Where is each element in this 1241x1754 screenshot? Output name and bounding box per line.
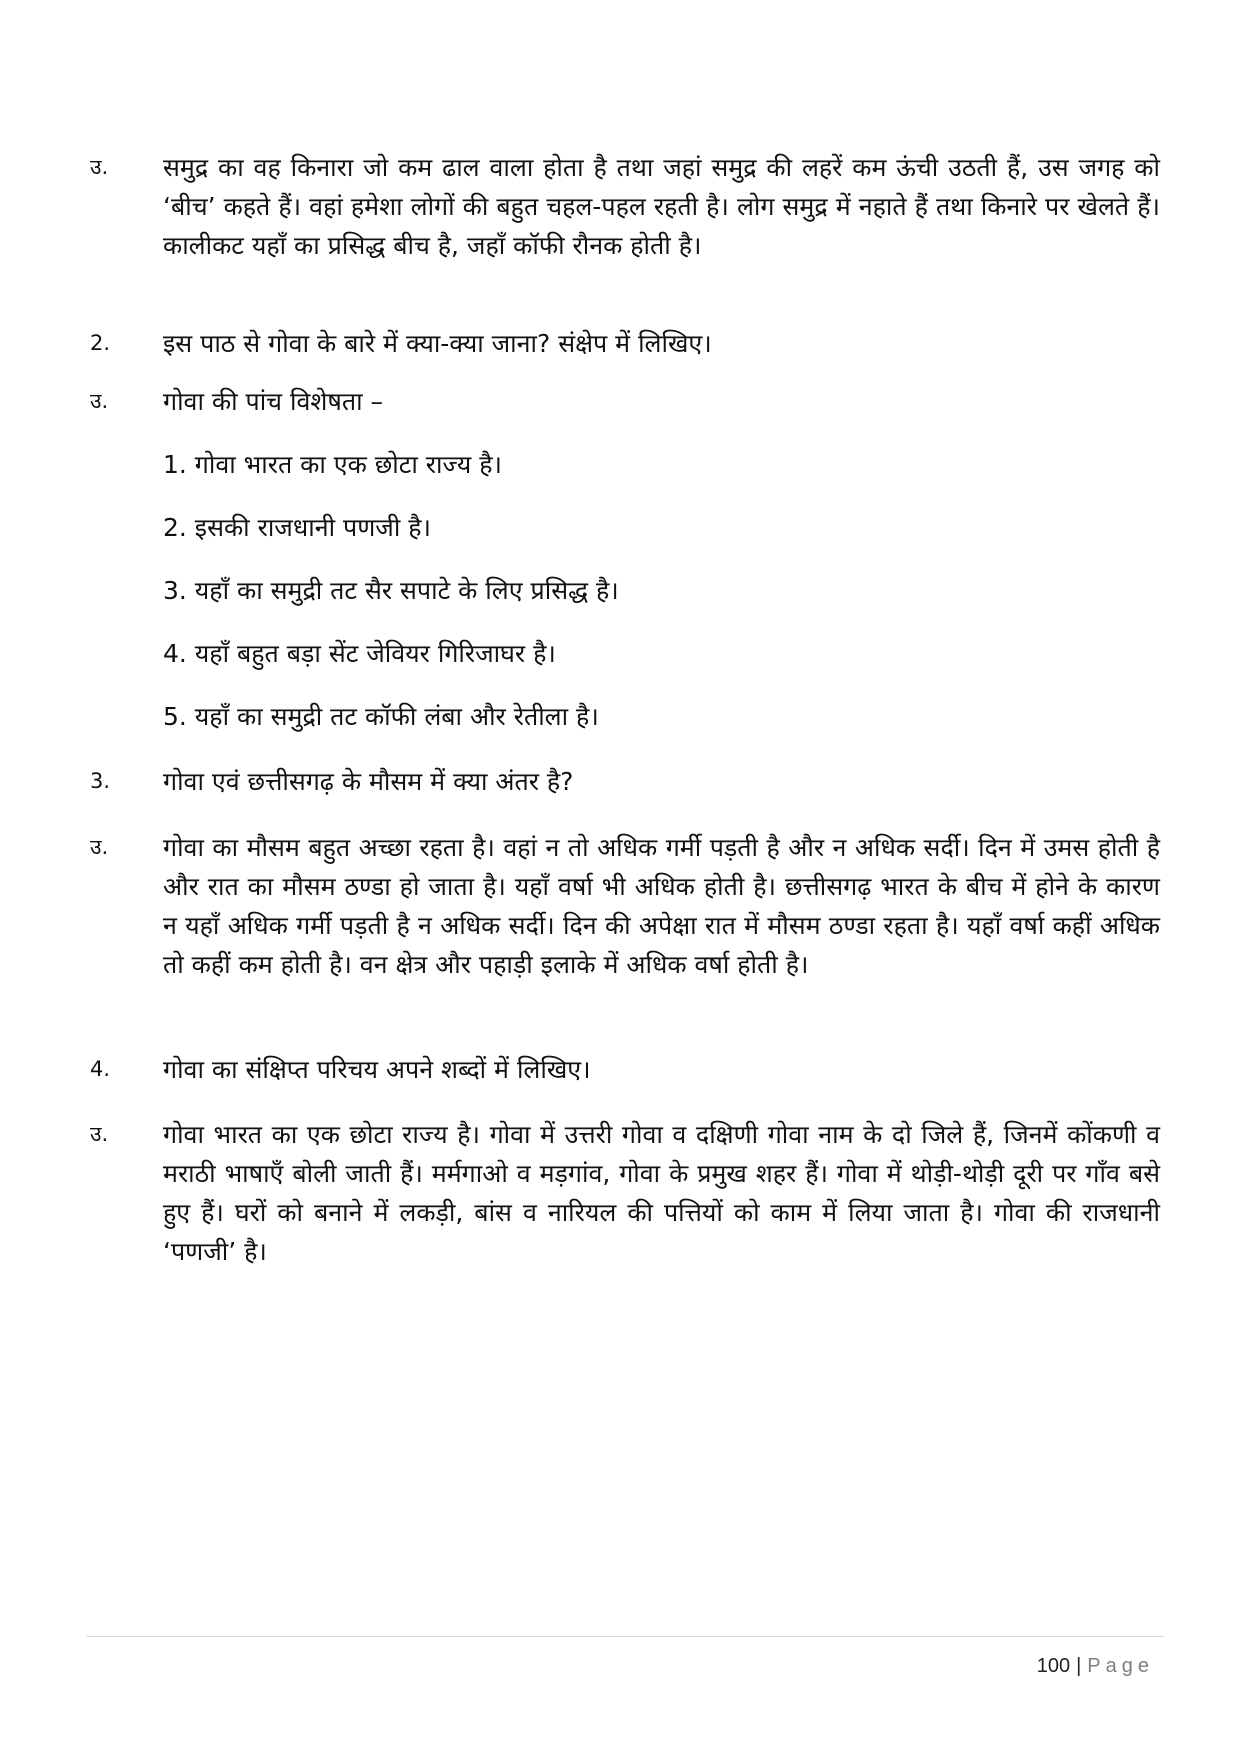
answer-marker: उ. — [90, 389, 109, 413]
answer-marker: उ. — [90, 835, 109, 859]
page-number: 100 — [1036, 1655, 1071, 1677]
answer-beach — [90, 148, 1160, 265]
question-number: 3. — [90, 769, 111, 793]
question-text: गोवा एवं छत्तीसगढ़ के मौसम में क्या अंतर है? — [163, 767, 574, 796]
question-4 — [90, 1050, 1160, 1089]
answer-marker: उ. — [90, 1122, 109, 1146]
page-footer — [1037, 1652, 1154, 1680]
feature-item-3: 3. यहाँ का समुद्री तट सैर सपाटे के लिए प्रसिद्ध है। — [163, 576, 619, 605]
question-number: 4. — [90, 1057, 111, 1081]
answer-text: गोवा भारत का एक छोटा राज्य है। गोवा में उत्तरी गोवा व दक्षिणी गोवा नाम के दो जिले हैं, जिनमें कोंकणी व मराठी भाषाएँ बोली जाती हैं। मर्मगाओ व मड़गांव, गोवा के प्रमुख शहर हैं। गोवा में थोड़ी-थोड़ी दूरी पर गाँव बसे हुए हैं। घरों को बनाने में लकड़ी, बांस व नारियल की पत्तियों को काम में लिया जाता है। गोवा की राजधानी ‘पणजी’ है। — [163, 1120, 1160, 1266]
answer-text: समुद्र का वह किनारा जो कम ढाल वाला होता है तथा जहां समुद्र की लहरें कम ऊंची उठती हैं, उस जगह को ‘बीच’ कहते हैं। वहां हमेशा लोगों की बहुत चहल-पहल रहती है। लोग समुद्र में नहाते हैं तथा किनारे पर खेलते हैं। कालीकट यहाँ का प्रसिद्ध बीच है, जहाँ कॉफी रौनक होती है। — [163, 153, 1160, 260]
footer-separator: | — [1076, 1655, 1082, 1677]
question-text: इस पाठ से गोवा के बारे में क्या-क्या जाना? संक्षेप में लिखिए। — [163, 329, 712, 358]
question-text: गोवा का संक्षिप्त परिचय अपने शब्दों में लिखिए। — [163, 1055, 591, 1084]
answer-4 — [90, 1115, 1160, 1271]
footer-divider — [86, 1636, 1164, 1637]
answer-text: गोवा की पांच विशेषता – — [163, 387, 383, 416]
answer-marker: उ. — [90, 155, 109, 179]
feature-item-4: 4. यहाँ बहुत बड़ा सेंट जेवियर गिरिजाघर है। — [163, 639, 556, 668]
question-2 — [90, 324, 1160, 363]
answer-3 — [90, 828, 1160, 984]
question-number: 2. — [90, 331, 111, 355]
answer-2-heading — [90, 382, 1160, 421]
feature-item-2: 2. इसकी राजधानी पणजी है। — [163, 513, 431, 542]
feature-item-1: 1. गोवा भारत का एक छोटा राज्य है। — [163, 450, 502, 479]
feature-item-5: 5. यहाँ का समुद्री तट कॉफी लंबा और रेतीला है। — [163, 702, 599, 731]
page-label: Page — [1087, 1655, 1154, 1677]
question-3 — [90, 762, 1160, 801]
answer-text: गोवा का मौसम बहुत अच्छा रहता है। वहां न तो अधिक गर्मी पड़ती है और न अधिक सर्दी। दिन में उमस होती है और रात का मौसम ठण्डा हो जाता है। यहाँ वर्षा भी अधिक होती है। छत्तीसगढ़ भारत के बीच में होने के कारण न यहाँ अधिक गर्मी पड़ती है न अधिक सर्दी। दिन की अपेक्षा रात में मौसम ठण्डा रहता है। यहाँ वर्षा कहीं अधिक तो कहीं कम होती है। वन क्षेत्र और पहाड़ी इलाके में अधिक वर्षा होती है। — [163, 833, 1160, 979]
